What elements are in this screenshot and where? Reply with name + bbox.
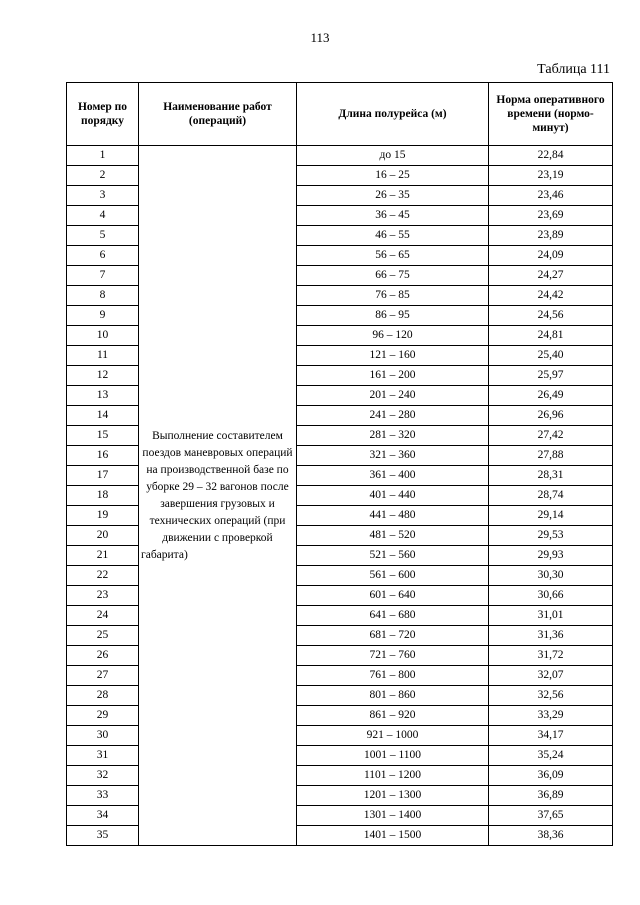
- table-caption: Таблица 111: [537, 62, 610, 77]
- time-norm-value: 30,30: [489, 566, 613, 586]
- row-number: 22: [67, 566, 139, 586]
- row-number: 13: [67, 386, 139, 406]
- row-number: 10: [67, 326, 139, 346]
- half-trip-length: 201 – 240: [297, 386, 489, 406]
- row-number: 9: [67, 306, 139, 326]
- row-number: 25: [67, 626, 139, 646]
- time-norm-value: 25,40: [489, 346, 613, 366]
- row-number: 23: [67, 586, 139, 606]
- time-norm-value: 22,84: [489, 146, 613, 166]
- row-number: 35: [67, 826, 139, 846]
- row-number: 12: [67, 366, 139, 386]
- half-trip-length: 161 – 200: [297, 366, 489, 386]
- time-norm-value: 32,07: [489, 666, 613, 686]
- time-norm-value: 23,89: [489, 226, 613, 246]
- row-number: 31: [67, 746, 139, 766]
- norm-table: [66, 82, 613, 846]
- half-trip-length: 281 – 320: [297, 426, 489, 446]
- time-norm-value: 30,66: [489, 586, 613, 606]
- row-number: 24: [67, 606, 139, 626]
- half-trip-length: 481 – 520: [297, 526, 489, 546]
- row-number: 33: [67, 786, 139, 806]
- half-trip-length: 561 – 600: [297, 566, 489, 586]
- time-norm-value: 29,53: [489, 526, 613, 546]
- row-number: 30: [67, 726, 139, 746]
- half-trip-length: 86 – 95: [297, 306, 489, 326]
- time-norm-value: 31,36: [489, 626, 613, 646]
- row-number: 3: [67, 186, 139, 206]
- half-trip-length: 36 – 45: [297, 206, 489, 226]
- time-norm-value: 38,36: [489, 826, 613, 846]
- time-norm-value: 36,89: [489, 786, 613, 806]
- row-number: 32: [67, 766, 139, 786]
- row-number: 1: [67, 146, 139, 166]
- row-number: 20: [67, 526, 139, 546]
- time-norm-value: 29,93: [489, 546, 613, 566]
- row-number: 21: [67, 546, 139, 566]
- time-norm-value: 34,17: [489, 726, 613, 746]
- half-trip-length: 96 – 120: [297, 326, 489, 346]
- half-trip-length: 56 – 65: [297, 246, 489, 266]
- row-number: 17: [67, 466, 139, 486]
- half-trip-length: 761 – 800: [297, 666, 489, 686]
- time-norm-value: 24,42: [489, 286, 613, 306]
- row-number: 2: [67, 166, 139, 186]
- half-trip-length: 1401 – 1500: [297, 826, 489, 846]
- half-trip-length: 16 – 25: [297, 166, 489, 186]
- half-trip-length: 721 – 760: [297, 646, 489, 666]
- table-header-row: [67, 83, 613, 146]
- half-trip-length: 46 – 55: [297, 226, 489, 246]
- row-number: 11: [67, 346, 139, 366]
- half-trip-length: 641 – 680: [297, 606, 489, 626]
- row-number: 14: [67, 406, 139, 426]
- row-number: 34: [67, 806, 139, 826]
- time-norm-value: 28,31: [489, 466, 613, 486]
- half-trip-length: 321 – 360: [297, 446, 489, 466]
- time-norm-value: 24,56: [489, 306, 613, 326]
- time-norm-value: 31,01: [489, 606, 613, 626]
- time-norm-value: 29,14: [489, 506, 613, 526]
- time-norm-value: 27,88: [489, 446, 613, 466]
- time-norm-value: 24,09: [489, 246, 613, 266]
- time-norm-value: 23,19: [489, 166, 613, 186]
- half-trip-length: 361 – 400: [297, 466, 489, 486]
- time-norm-value: 25,97: [489, 366, 613, 386]
- time-norm-value: 31,72: [489, 646, 613, 666]
- half-trip-length: 1201 – 1300: [297, 786, 489, 806]
- row-number: 29: [67, 706, 139, 726]
- operation-description: Выполнение составителем поездов маневровых операций на производственной базе по уборке 29 – 32 вагонов после завершения грузовых и технических операций (при движении с проверкой габарита): [139, 146, 297, 846]
- half-trip-length: 121 – 160: [297, 346, 489, 366]
- half-trip-length: 601 – 640: [297, 586, 489, 606]
- half-trip-length: 26 – 35: [297, 186, 489, 206]
- half-trip-length: 861 – 920: [297, 706, 489, 726]
- half-trip-length: 681 – 720: [297, 626, 489, 646]
- table-row: [67, 146, 613, 166]
- row-number: 6: [67, 246, 139, 266]
- half-trip-length: 921 – 1000: [297, 726, 489, 746]
- row-number: 16: [67, 446, 139, 466]
- half-trip-length: 76 – 85: [297, 286, 489, 306]
- row-number: 8: [67, 286, 139, 306]
- row-number: 26: [67, 646, 139, 666]
- time-norm-value: 23,46: [489, 186, 613, 206]
- row-number: 19: [67, 506, 139, 526]
- time-norm-value: 36,09: [489, 766, 613, 786]
- time-norm-value: 35,24: [489, 746, 613, 766]
- half-trip-length: до 15: [297, 146, 489, 166]
- row-number: 18: [67, 486, 139, 506]
- time-norm-value: 37,65: [489, 806, 613, 826]
- time-norm-value: 24,27: [489, 266, 613, 286]
- row-number: 7: [67, 266, 139, 286]
- header-number: Номер по порядку: [67, 83, 139, 146]
- time-norm-value: 27,42: [489, 426, 613, 446]
- half-trip-length: 241 – 280: [297, 406, 489, 426]
- half-trip-length: 441 – 480: [297, 506, 489, 526]
- time-norm-value: 26,96: [489, 406, 613, 426]
- row-number: 5: [67, 226, 139, 246]
- header-work-name: Наименование работ (операций): [139, 83, 297, 146]
- half-trip-length: 401 – 440: [297, 486, 489, 506]
- time-norm-value: 33,29: [489, 706, 613, 726]
- table-body: [67, 146, 613, 846]
- row-number: 15: [67, 426, 139, 446]
- half-trip-length: 1001 – 1100: [297, 746, 489, 766]
- row-number: 27: [67, 666, 139, 686]
- header-half-trip-length: Длина полурейса (м): [297, 83, 489, 146]
- half-trip-length: 66 – 75: [297, 266, 489, 286]
- time-norm-value: 26,49: [489, 386, 613, 406]
- half-trip-length: 801 – 860: [297, 686, 489, 706]
- page-number: 113: [310, 30, 330, 45]
- header-time-norm: Норма оперативного времени (нормо-минут): [489, 83, 613, 146]
- row-number: 4: [67, 206, 139, 226]
- half-trip-length: 521 – 560: [297, 546, 489, 566]
- time-norm-value: 32,56: [489, 686, 613, 706]
- row-number: 28: [67, 686, 139, 706]
- half-trip-length: 1101 – 1200: [297, 766, 489, 786]
- time-norm-value: 23,69: [489, 206, 613, 226]
- time-norm-value: 28,74: [489, 486, 613, 506]
- time-norm-value: 24,81: [489, 326, 613, 346]
- half-trip-length: 1301 – 1400: [297, 806, 489, 826]
